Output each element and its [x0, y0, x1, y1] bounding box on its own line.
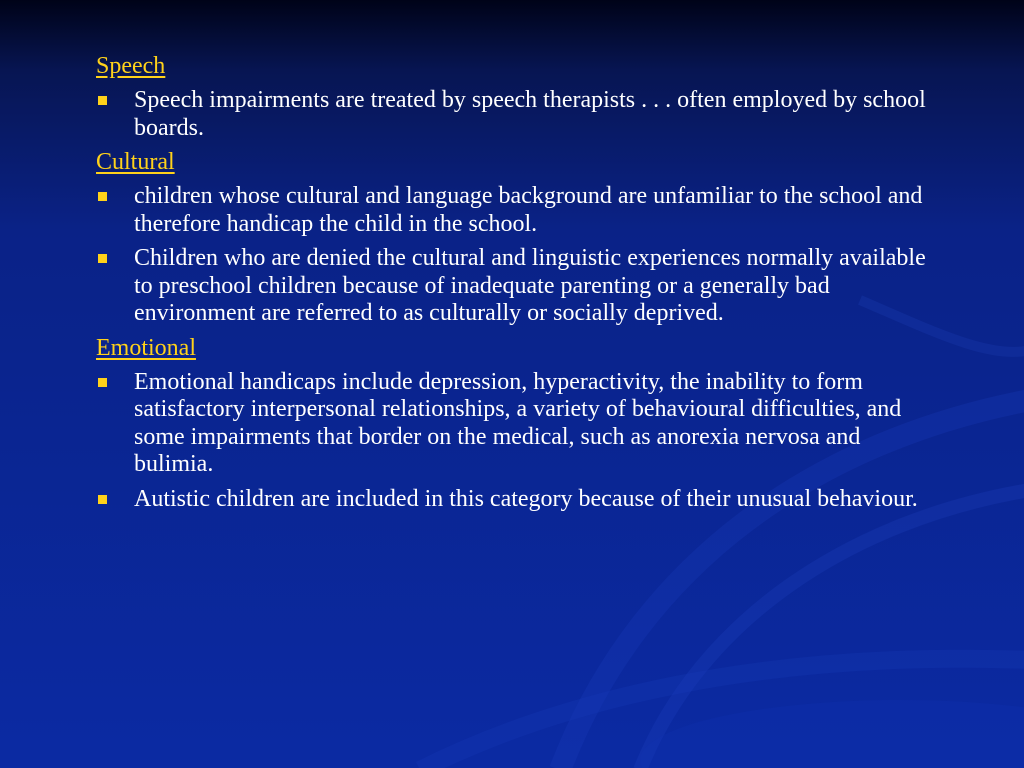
bullet-item — [96, 183, 926, 238]
bullet-text: Emotional handicaps include depression, hyperactivity, the inability to form satisfactory interpersonal relationships, a variety of behavioural difficulties, and some impairments that border on the medical, such as anorexia nervosa and bulimia. — [134, 368, 902, 477]
square-bullet-icon — [98, 495, 107, 504]
square-bullet-icon — [98, 192, 107, 201]
bullet-text: Speech impairments are treated by speech therapists . . . often employed by school boards. — [134, 87, 926, 141]
slide-content — [96, 53, 926, 520]
bullet-item — [96, 245, 926, 328]
section-heading-speech: Speech — [96, 53, 166, 79]
section-speech — [96, 53, 926, 142]
square-bullet-icon — [98, 96, 107, 105]
bullet-text: Children who are denied the cultural and linguistic experiences normally available to preschool children because of inadequate parenting or a generally bad environment are referred to as culturally or socially deprived. — [134, 245, 926, 326]
section-heading-emotional: Emotional — [96, 334, 196, 361]
bullet-list-cultural — [96, 183, 926, 328]
square-bullet-icon — [98, 378, 107, 387]
bullet-text: Autistic children are included in this category because of their unusual behaviour. — [134, 485, 918, 512]
bullet-text: children whose cultural and language background are unfamiliar to the school and therefore handicap the child in the school. — [134, 183, 923, 237]
bullet-item — [96, 87, 926, 142]
bullet-list-emotional — [96, 369, 926, 514]
square-bullet-icon — [98, 254, 107, 263]
section-cultural — [96, 149, 926, 328]
bullet-item — [96, 369, 926, 479]
bullet-item — [96, 486, 926, 514]
section-emotional — [96, 335, 926, 514]
section-heading-cultural: Cultural — [96, 149, 175, 175]
bullet-list-speech — [96, 87, 926, 142]
